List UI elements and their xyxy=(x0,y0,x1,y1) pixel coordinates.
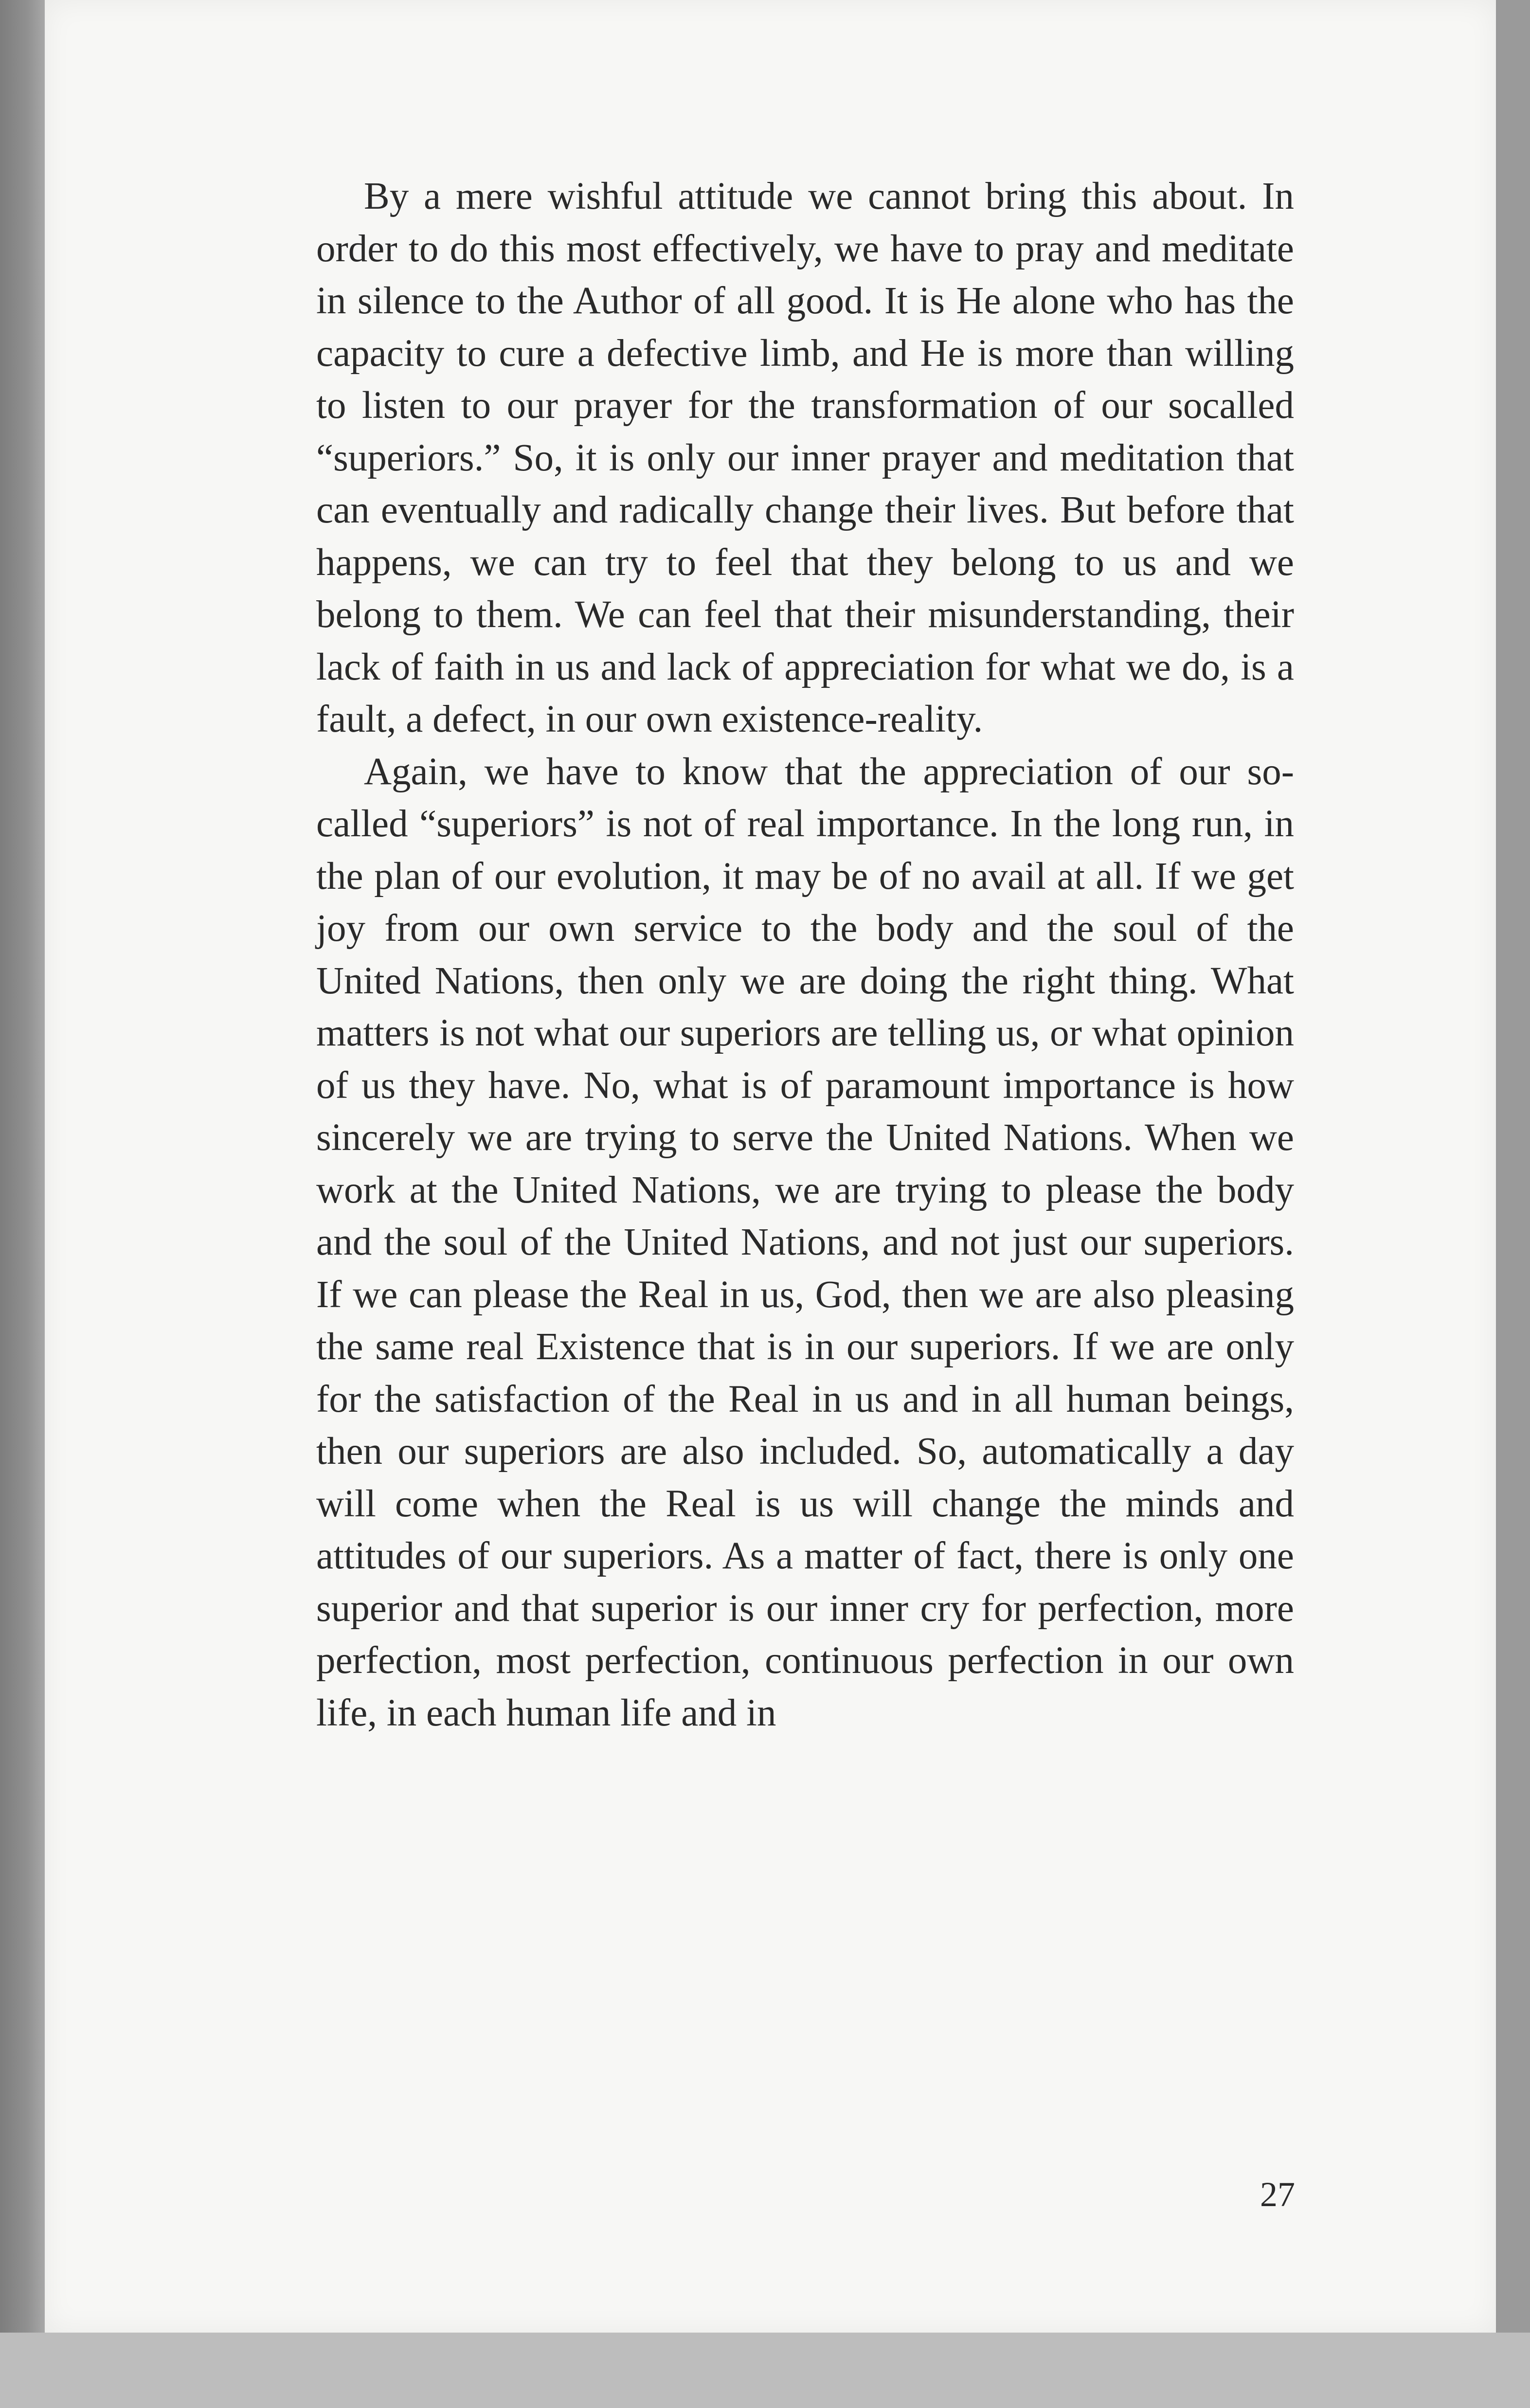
paragraph-1: By a mere wishful attitude we cannot bring this about. In order to do this most effectively, we have to pray and meditate in silence to the Author of all good. It is He alone who has the capacity to cure a defective limb, and He is more than willing to listen to our prayer for the transformation of our socalled “superiors.” So, it is only our inner prayer and meditation that can eventually and radically change their lives. But before that happens, we can try to feel that they belong to us and we belong to them. We can feel that their misunderstanding, their lack of faith in us and lack of appreciation for what we do, is a fault, a defect, in our own existence-reality. xyxy=(316,175,1294,740)
scan-margin-right xyxy=(1496,0,1530,2408)
paragraph-2: Again, we have to know that the appreciation of our so-called “superiors” is not of real importance. In the long run, in the plan of our evolution, it may be of no avail at all. If we get joy from our own service to the body and the soul of the United Nations, then only we are doing the right thing. What matters is not what our superiors are telling us, or what opinion of us they have. No, what is of paramount importance is how sincerely we are trying to serve the United Nations. When we work at the United Nations, we are trying to please the body and the soul of the United Nations, and not just our superiors. If we can please the Real in us, God, then we are also pleasing the same real Existence that is in our superiors. If we are only for the satisfaction of the Real in us and in all human beings, then our superiors are also included. So, automatically a day will come when the Real is us will change the minds and attitudes of our superiors. As a matter of fact, there is only one superior and that superior is our inner cry for perfection, more perfection, most perfection, continuous perfection in our own life, in each human life and in xyxy=(316,750,1294,1734)
body-text xyxy=(316,170,1294,1739)
book-page xyxy=(45,0,1496,2333)
scan-margin-left xyxy=(0,0,45,2408)
scan-margin-bottom xyxy=(0,2333,1530,2408)
page-number: 27 xyxy=(1260,2175,1295,2214)
